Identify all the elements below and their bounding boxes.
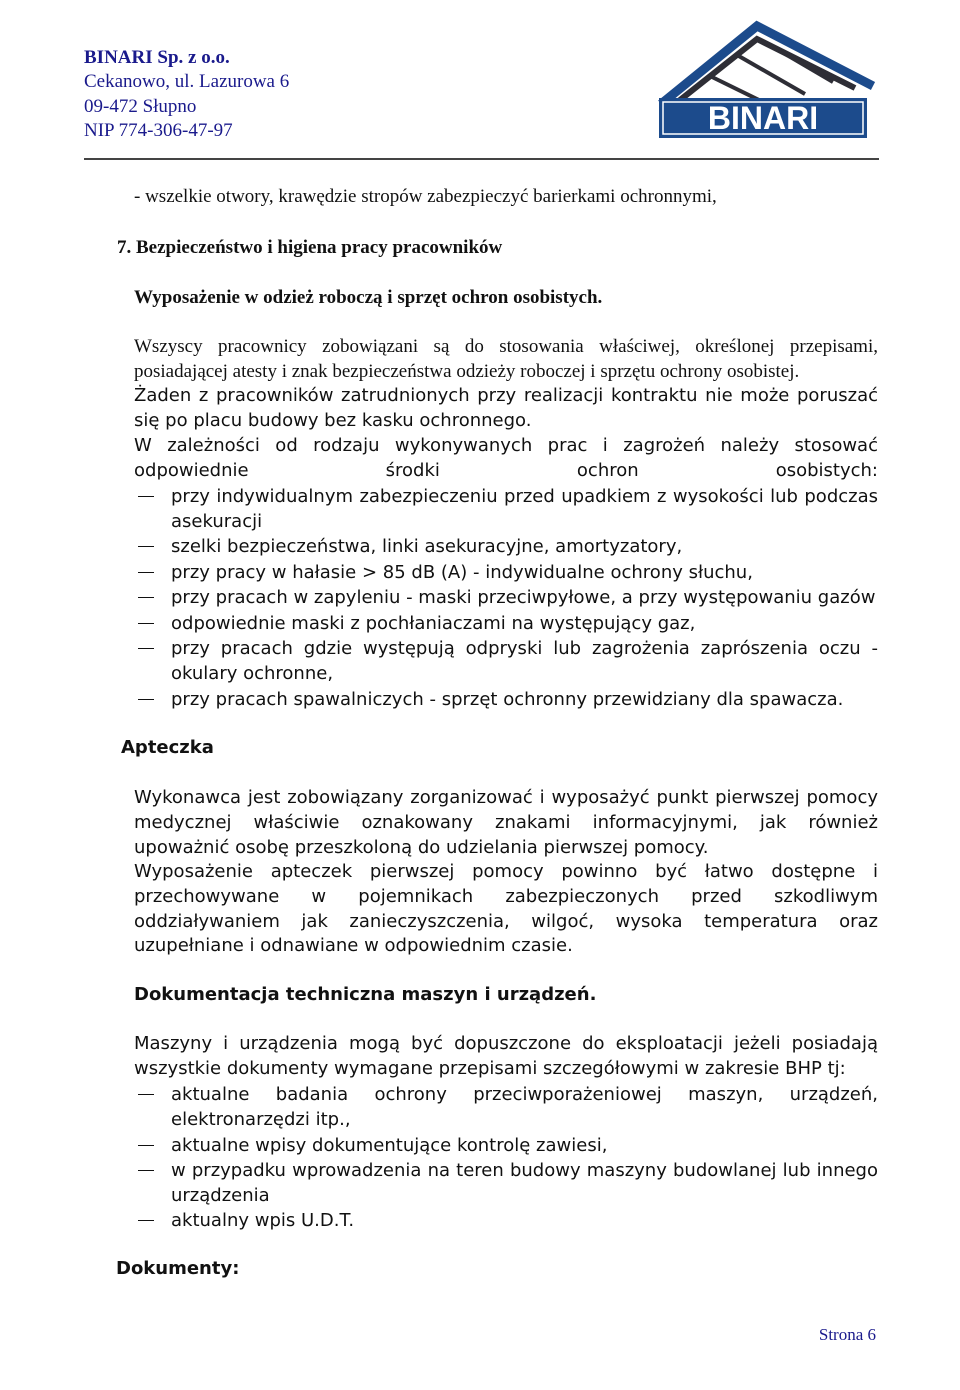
list-item: w przypadku wprowadzenia na teren budowy maszyny budowlanej lub innego urządzenia xyxy=(134,1158,878,1208)
dash-bullet-icon xyxy=(138,648,154,649)
list-item: przy pracach spawalniczych - sprzęt ochronny przewidziany dla spawacza. xyxy=(134,687,878,712)
dash-bullet-icon xyxy=(138,623,154,624)
list-item: aktualny wpis U.D.T. xyxy=(134,1208,878,1233)
dokumentacja-paragraph: Maszyny i urządzenia mogą być dopuszczone do eksploatacji jeżeli posiadają wszystkie dokumenty wymagane przepisami szczegółowymi w zakresie BHP tj: xyxy=(134,1033,878,1079)
list-item: przy pracy w hałasie > 85 dB (A) - indywidualne ochrony słuchu, xyxy=(134,560,878,585)
barrier-line: - wszelkie otwory, krawędzie stropów zabezpieczyć barierkami ochronnymi, xyxy=(134,186,717,207)
binari-roof-logo-icon xyxy=(655,16,880,142)
workers-paragraph: Wszyscy pracownicy zobowiązani są do stosowania właściwej, określonej przepisami, posiadającej atesty i znak bezpieczeństwa odzieży roboczej i sprzętu ochrony osobistej. xyxy=(134,336,878,382)
logo-text: BINARI xyxy=(707,100,819,136)
apteczka-paragraph-2: Wyposażenie apteczek pierwszej pomocy powinno być łatwo dostępne i przechowywane w pojemnikach zabezpieczonych przed szkodliwym oddziaływaniem jak zanieczyszczenia, wilgoć, wysoka temperatura oraz uzupełniane i odnawiane w odpowiednim czasie. xyxy=(134,861,878,957)
dash-bullet-icon xyxy=(138,546,154,547)
dash-bullet-icon xyxy=(138,1170,154,1171)
dash-bullet-icon xyxy=(138,1145,154,1146)
list-item: aktualne wpisy dokumentujące kontrolę zawiesi, xyxy=(134,1133,878,1158)
binari-logo xyxy=(655,16,880,142)
dokumentacja-heading: Dokumentacja techniczna maszyn i urządzeń. xyxy=(134,984,597,1005)
section-7-subheading: Wyposażenie w odzież roboczą i sprzęt ochron osobistych. xyxy=(134,287,603,308)
company-name: BINARI Sp. z o.o. xyxy=(84,47,230,68)
dash-bullet-icon xyxy=(138,699,154,700)
list-item: przy pracach gdzie występują odpryski lub zagrożenia zaprószenia oczu - okulary ochronne, xyxy=(134,636,878,686)
dash-bullet-icon xyxy=(138,597,154,598)
company-address-street: Cekanowo, ul. Lazurowa 6 xyxy=(84,71,290,92)
dash-bullet-icon xyxy=(138,1094,154,1095)
list-item: przy indywidualnym zabezpieczeniu przed upadkiem z wysokości lub podczas asekuracji xyxy=(134,484,878,534)
ppe-intro-paragraph: W zależności od rodzaju wykonywanych prac i zagrożeń należy stosować odpowiednie środki ochron osobistych: xyxy=(134,435,878,481)
dash-bullet-icon xyxy=(138,496,154,497)
dokumenty-heading: Dokumenty: xyxy=(116,1258,240,1279)
header-divider xyxy=(84,158,879,160)
apteczka-paragraph-1: Wykonawca jest zobowiązany zorganizować i wyposażyć punkt pierwszej pomocy medycznej właściwie oznakowany znakami informacyjnymi, jak również upoważnić osobę przeszkoloną do udzielania pierwszej pomocy. xyxy=(134,787,878,858)
list-item: odpowiednie maski z pochłaniaczami na występujący gaz, xyxy=(134,611,878,636)
list-item: szelki bezpieczeństwa, linki asekuracyjne, amortyzatory, xyxy=(134,534,878,559)
dash-bullet-icon xyxy=(138,1220,154,1221)
company-address-city: 09-472 Słupno xyxy=(84,96,197,117)
apteczka-heading: Apteczka xyxy=(121,737,214,758)
list-item: aktualne badania ochrony przeciwporażeniowej maszyn, urządzeń, elektronarzędzi itp., xyxy=(134,1082,878,1132)
company-nip: NIP 774-306-47-97 xyxy=(84,120,233,141)
dash-bullet-icon xyxy=(138,572,154,573)
page-number: Strona 6 xyxy=(818,1325,876,1344)
list-item: przy pracach w zapyleniu - maski przeciwpyłowe, a przy występowaniu gazów xyxy=(134,585,878,610)
helmet-paragraph: Żaden z pracowników zatrudnionych przy realizacji kontraktu nie może poruszać się po placu budowy bez kasku ochronnego. xyxy=(134,385,878,431)
section-7-heading: 7. Bezpieczeństwo i higiena pracy pracowników xyxy=(117,237,503,258)
